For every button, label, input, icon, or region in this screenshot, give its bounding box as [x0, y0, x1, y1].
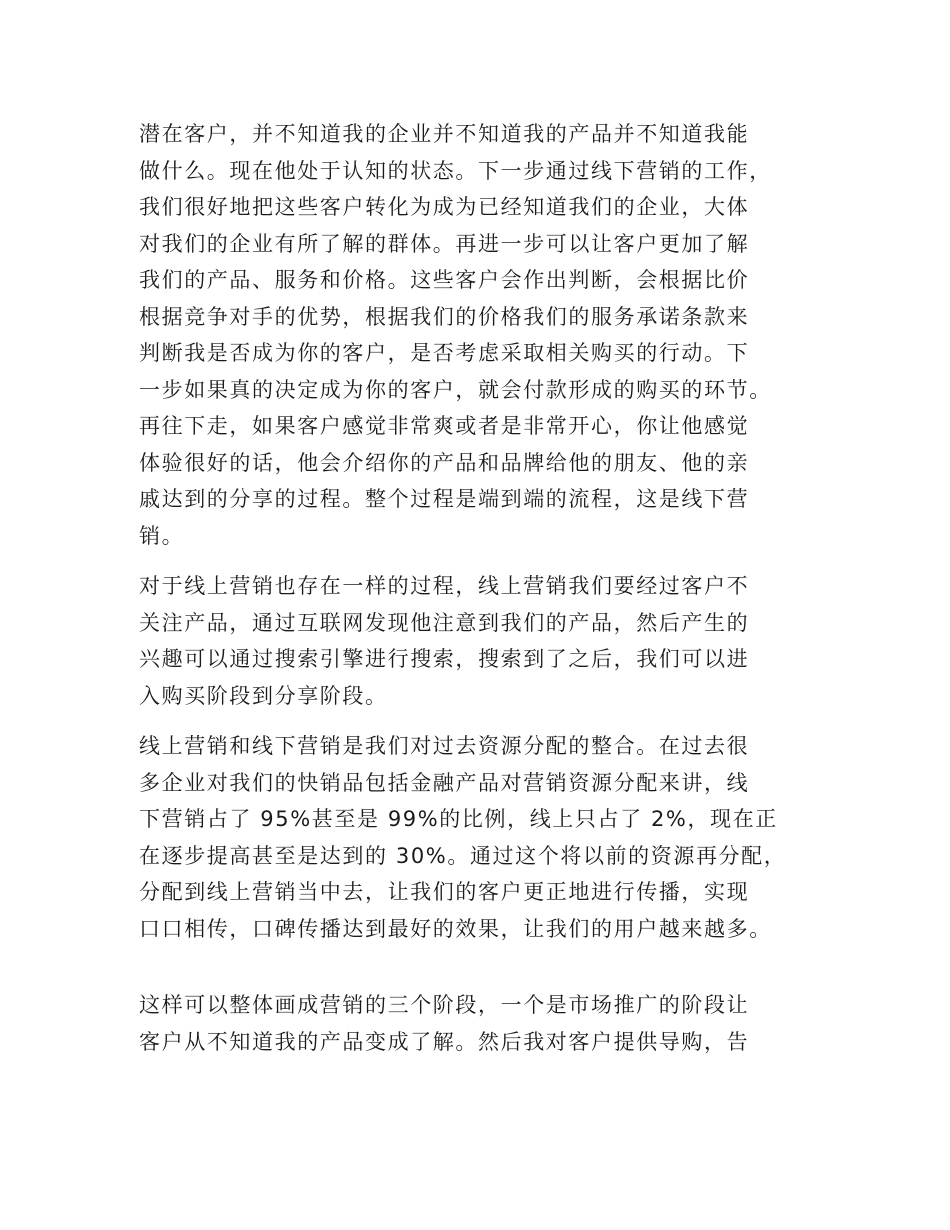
paragraph-spacer	[139, 554, 829, 568]
text-line: 再往下走，如果客户感觉非常爽或者是非常开心，你让他感觉	[139, 414, 750, 438]
text-line: 线上营销和线下营销是我们对过去资源分配的整合。在过去很	[139, 734, 750, 758]
paragraph-resource-allocation	[139, 728, 829, 947]
text-line: 根据竞争对手的优势，根据我们的价格我们的服务承诺条款来	[139, 304, 750, 329]
paragraph-online-marketing	[139, 568, 829, 714]
text-line: 这样可以整体画成营销的三个阶段，一个是市场推广的阶段让	[139, 993, 750, 1017]
text-line: 关注产品，通过互联网发现他注意到我们的产品，然后产生的	[139, 610, 750, 635]
paragraph-three-stages	[139, 987, 829, 1060]
text-line: 兴趣可以通过搜索引擎进行搜索，搜索到了之后，我们可以进	[139, 647, 750, 671]
text-line: 一步如果真的决定成为你的客户，就会付款形成的购买的环节。	[139, 377, 772, 402]
paragraph-spacer	[139, 947, 829, 987]
paragraph-spacer	[139, 714, 829, 728]
text-line: 我们的产品、服务和价格。这些客户会作出判断，会根据比价	[139, 268, 750, 292]
text-line: 销。	[139, 523, 185, 548]
text-line: 多企业对我们的快销品包括金融产品对营销资源分配来讲，线	[139, 770, 750, 795]
text-line: 下营销占了 95%甚至是 99%的比例，线上只占了 2%，现在正	[139, 807, 778, 831]
text-line: 判断我是否成为你的客户，是否考虑采取相关购买的行动。下	[139, 341, 750, 365]
text-line: 做什么。现在他处于认知的状态。下一步通过线下营销的工作，	[139, 158, 772, 183]
text-line: 体验很好的话，他会介绍你的产品和品牌给他的朋友、他的亲	[139, 450, 750, 475]
text-line: 戚达到的分享的过程。整个过程是端到端的流程，这是线下营	[139, 487, 750, 511]
text-line: 客户从不知道我的产品变成了解。然后我对客户提供导购，告	[139, 1029, 750, 1054]
text-line: 在逐步提高甚至是达到的 30%。通过这个将以前的资源再分配，	[139, 843, 787, 868]
text-line: 分配到线上营销当中去，让我们的客户更正地进行传播，实现	[139, 880, 750, 904]
document-body	[139, 116, 829, 1060]
text-line: 我们很好地把这些客户转化为成为已经知道我们的企业，大体	[139, 195, 750, 219]
paragraph-offline-marketing	[139, 116, 829, 554]
text-line: 口口相传，口碑传播达到最好的效果，让我们的用户越来越多。	[139, 916, 772, 941]
text-line: 潜在客户，并不知道我的企业并不知道我的产品并不知道我能	[139, 122, 750, 146]
text-line: 对于线上营销也存在一样的过程，线上营销我们要经过客户不	[139, 574, 750, 598]
text-line: 对我们的企业有所了解的群体。再进一步可以让客户更加了解	[139, 231, 750, 256]
text-line: 入购买阶段到分享阶段。	[139, 683, 388, 708]
